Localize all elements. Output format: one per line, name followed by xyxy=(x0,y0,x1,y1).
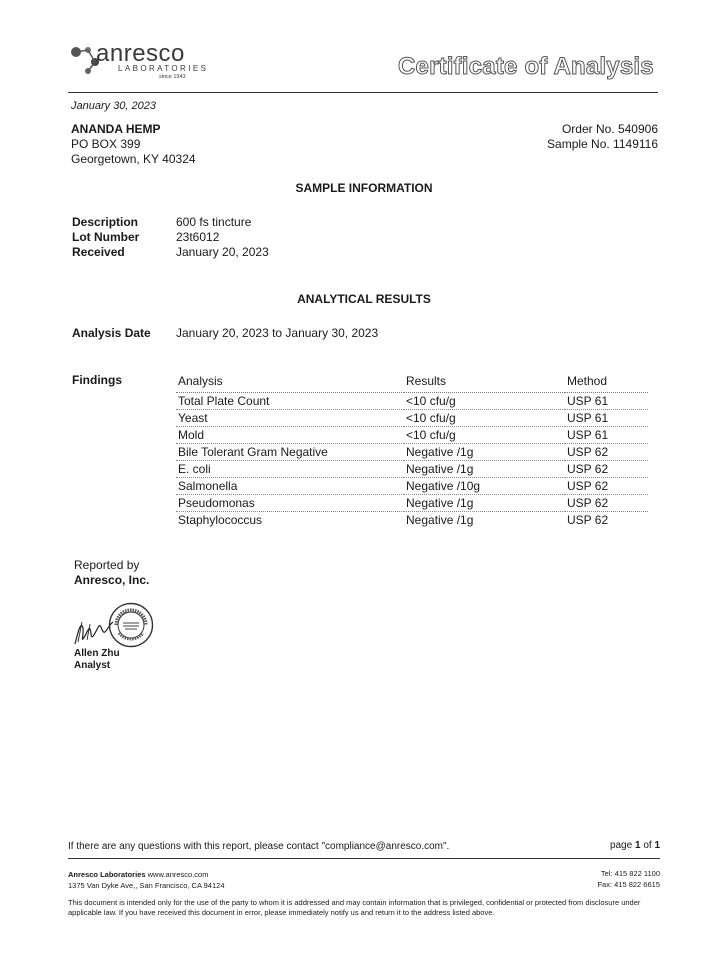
table-row xyxy=(176,410,648,427)
lab-fax: Fax: 415 822 6615 xyxy=(597,880,660,889)
brand-since: since 1943 xyxy=(159,74,186,80)
analysis-date-value: January 20, 2023 to January 30, 2023 xyxy=(176,326,379,340)
table-row xyxy=(176,444,648,461)
report-date: January 30, 2023 xyxy=(71,100,157,112)
description-value: 600 fs tincture xyxy=(176,215,252,229)
description-label: Description xyxy=(72,215,139,229)
page-current: 1 xyxy=(634,840,641,851)
analysis-cell: Yeast xyxy=(176,410,404,427)
result-cell: <10 cfu/g xyxy=(404,393,565,410)
findings-label: Findings xyxy=(72,373,122,387)
page-total: 1 xyxy=(654,840,660,851)
table-row xyxy=(176,478,648,495)
method-cell: USP 61 xyxy=(565,427,648,444)
lot-number-label: Lot Number xyxy=(72,230,140,244)
lab-url: www.anresco.com xyxy=(147,870,209,879)
client-address-line1: PO BOX 399 xyxy=(71,137,141,151)
sample-number: Sample No. 1149116 xyxy=(547,137,658,151)
brand-subtitle: LABORATORIES xyxy=(118,64,209,73)
method-cell: USP 61 xyxy=(565,393,648,410)
analytical-results-heading: ANALYTICAL RESULTS xyxy=(297,292,431,306)
client-address-line2: Georgetown, KY 40324 xyxy=(71,152,196,166)
reported-by-company: Anresco, Inc. xyxy=(74,573,150,587)
footer-divider xyxy=(68,858,660,859)
footer-lab-line xyxy=(68,870,208,879)
page-title: Certificate of Analysis xyxy=(398,53,654,80)
page-label: page xyxy=(609,840,633,851)
footer-disclaimer: This document is intended only for the use of the party to whom it is addressed and may contain information that is privileged, confidential or protected from disclosure under applicable law. If you have received this document in error, please immediately notify us and return it to the address listed above. xyxy=(68,898,641,917)
order-number: Order No. 540906 xyxy=(561,122,658,136)
table-row xyxy=(176,495,648,512)
lot-number-value: 23t6012 xyxy=(176,230,220,244)
page-indicator xyxy=(610,840,660,851)
result-cell: <10 cfu/g xyxy=(404,410,565,427)
method-cell: USP 62 xyxy=(565,444,648,461)
lab-tel: Tel: 415 822 1100 xyxy=(600,869,660,878)
analysis-cell: E. coli xyxy=(176,461,404,478)
table-row xyxy=(176,393,648,410)
received-value: January 20, 2023 xyxy=(176,245,269,259)
page-of: of xyxy=(643,840,652,851)
column-header-analysis: Analysis xyxy=(176,372,404,393)
table-row xyxy=(176,427,648,444)
footer-contact: If there are any questions with this report, please contact "compliance@anresco.com". xyxy=(68,841,450,852)
result-cell: Negative /1g xyxy=(404,461,565,478)
analysis-cell: Staphylococcus xyxy=(178,513,263,527)
column-header-results: Results xyxy=(404,372,565,393)
analysis-cell: Salmonella xyxy=(176,478,404,495)
lab-name: Anresco Laboratories xyxy=(68,870,146,879)
results-header-row xyxy=(176,372,648,393)
results-table xyxy=(176,372,648,528)
method-cell: USP 62 xyxy=(565,461,648,478)
method-cell: USP 62 xyxy=(565,478,648,495)
reported-by-label: Reported by xyxy=(74,558,140,572)
client-name: ANANDA HEMP xyxy=(71,122,161,136)
analysis-cell: Mold xyxy=(176,427,404,444)
method-cell: USP 62 xyxy=(567,513,609,527)
received-label: Received xyxy=(72,245,125,259)
analyst-name: Allen Zhu xyxy=(74,648,120,659)
analysis-cell: Bile Tolerant Gram Negative xyxy=(176,444,404,461)
method-cell: USP 61 xyxy=(565,410,648,427)
result-cell: <10 cfu/g xyxy=(404,427,565,444)
analysis-date-label: Analysis Date xyxy=(72,326,151,340)
table-row xyxy=(176,461,648,478)
result-cell: Negative /10g xyxy=(404,478,565,495)
result-cell: Negative /1g xyxy=(406,513,474,527)
analysis-cell: Pseudomonas xyxy=(176,495,404,512)
result-cell: Negative /1g xyxy=(404,495,565,512)
brand-name: anresco xyxy=(96,40,185,67)
company-seal-icon xyxy=(108,602,154,648)
analysis-cell: Total Plate Count xyxy=(176,393,404,410)
method-cell: USP 62 xyxy=(565,495,648,512)
table-row xyxy=(176,512,648,529)
lab-address: 1375 Van Dyke Ave,, San Francisco, CA 94124 xyxy=(68,881,225,890)
result-cell: Negative /1g xyxy=(404,444,565,461)
analyst-role: Analyst xyxy=(74,660,111,671)
header-divider xyxy=(68,92,658,93)
sample-information-heading: SAMPLE INFORMATION xyxy=(295,181,433,195)
column-header-method: Method xyxy=(565,372,648,393)
